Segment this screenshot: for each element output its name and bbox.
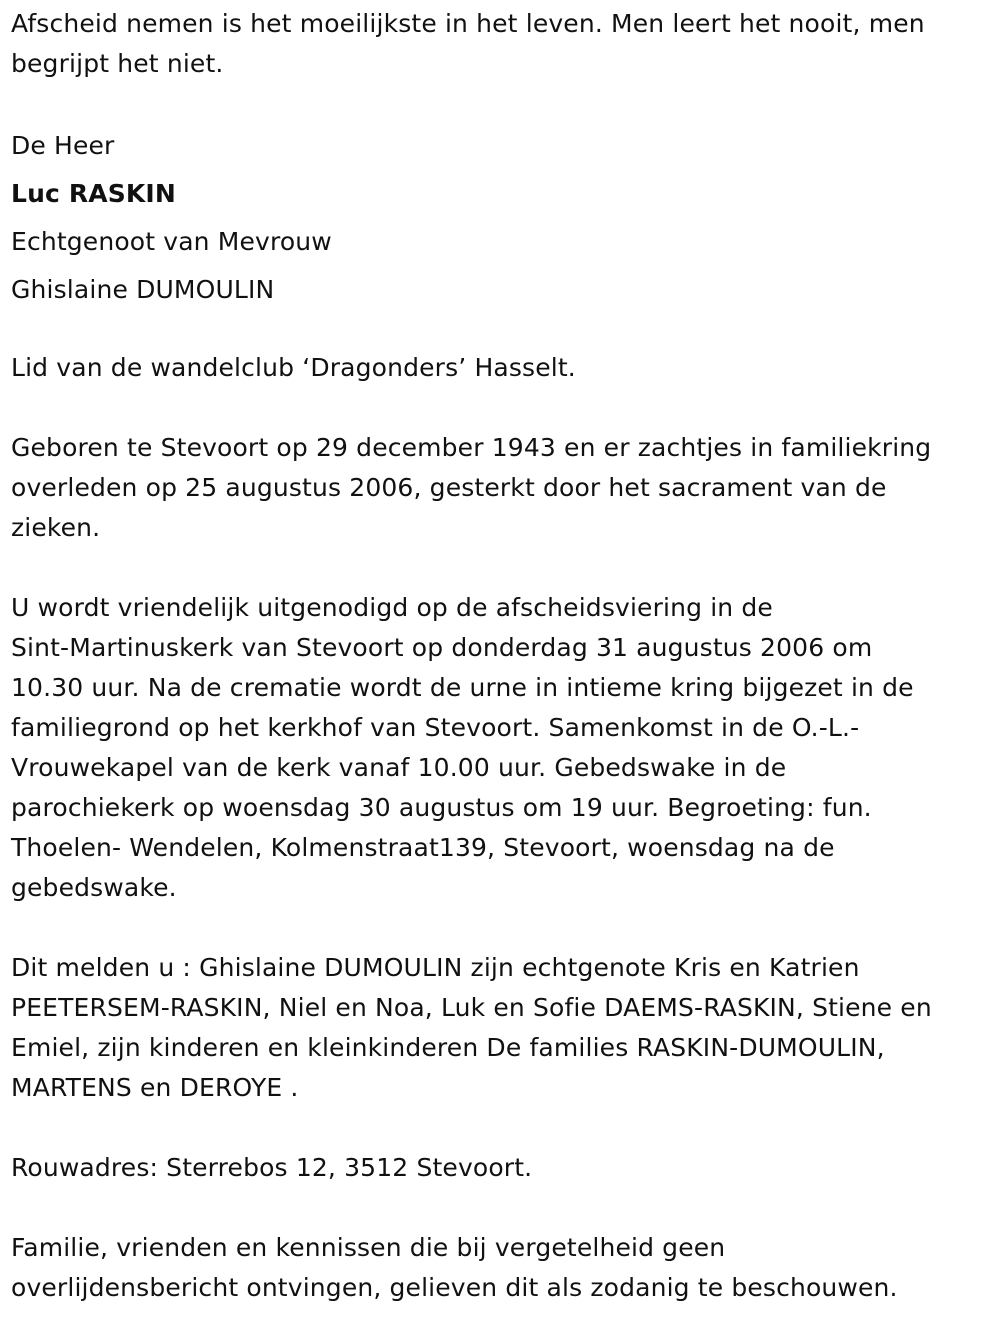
address-paragraph [11,1148,986,1188]
spacer [11,84,986,122]
ceremony-paragraph [11,588,986,908]
text-line: Afscheid nemen is het moeilijkste in het leven. Men leert het nooit, men [11,9,925,38]
text-line: PEETERSEM-RASKIN, Niel en Noa, Luk en Sofie DAEMS-RASKIN, Stiene en [11,993,932,1022]
honorific-title: De Heer [11,131,115,160]
text-line: Rouwadres: Sterrebos 12, 3512 Stevoort. [11,1153,533,1182]
text-line: Familie, vrienden en kennissen die bij vergetelheid geen [11,1233,726,1262]
spacer [11,388,986,428]
spouse-name: Ghislaine DUMOULIN [11,275,275,304]
text-line: Geboren te Stevoort op 29 december 1943 en er zachtjes in familiekring [11,433,932,462]
obituary-notice [11,4,986,1308]
spouse-line: Echtgenoot van Mevrouw [11,227,332,256]
text-line: gebedswake. [11,873,177,902]
text-line: overlijdensbericht ontvingen, gelieven dit als zodanig te beschouwen. [11,1273,898,1302]
spacer [11,1188,986,1228]
opening-verse [11,4,986,84]
family-paragraph [11,948,986,1108]
deceased-block [11,122,986,314]
text-line: U wordt vriendelijk uitgenodigd op de afscheidsviering in de [11,593,773,622]
text-line: begrijpt het niet. [11,49,224,78]
text-line: parochiekerk op woensdag 30 augustus om 19 uur. Begroeting: fun. [11,793,872,822]
text-line: familiegrond op het kerkhof van Stevoort. Samenkomst in de O.-L.- [11,713,860,742]
birth-death-paragraph [11,428,986,548]
text-line: Dit melden u : Ghislaine DUMOULIN zijn echtgenote Kris en Katrien [11,953,860,982]
spacer [11,548,986,588]
text-line: MARTENS en DEROYE . [11,1073,299,1102]
text-line: 10.30 uur. Na de crematie wordt de urne in intieme kring bijgezet in de [11,673,914,702]
spacer [11,1108,986,1148]
deceased-name: Luc RASKIN [11,179,176,208]
club-paragraph [11,348,986,388]
text-line: Vrouwekapel van de kerk vanaf 10.00 uur. Gebedswake in de [11,753,787,782]
spacer [11,314,986,348]
text-line: overleden op 25 augustus 2006, gesterkt door het sacrament van de [11,473,887,502]
text-line: Emiel, zijn kinderen en kleinkinderen De families RASKIN-DUMOULIN, [11,1033,885,1062]
text-line: Thoelen- Wendelen, Kolmenstraat139, Stevoort, woensdag na de [11,833,835,862]
spacer [11,908,986,948]
text-line: zieken. [11,513,101,542]
closing-paragraph [11,1228,986,1308]
text-line: Lid van de wandelclub ‘Dragonders’ Hasselt. [11,353,576,382]
text-line: Sint-Martinuskerk van Stevoort op donderdag 31 augustus 2006 om [11,633,873,662]
